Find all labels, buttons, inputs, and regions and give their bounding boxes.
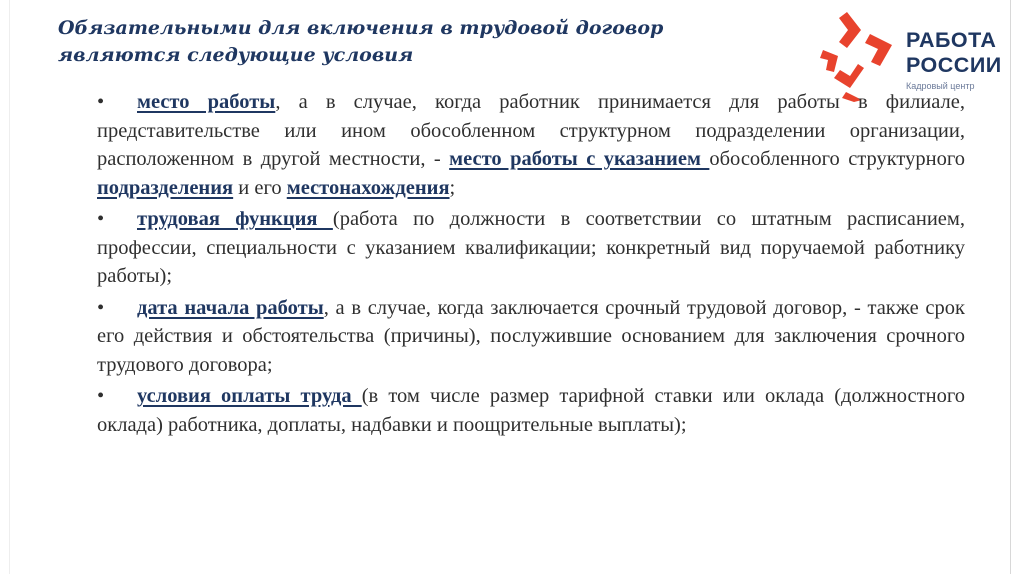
key-term: подразделения bbox=[97, 176, 234, 199]
logo-wordmark bbox=[906, 28, 1002, 78]
key-term: место работы с указанием bbox=[449, 148, 710, 170]
bullet-marker: • bbox=[97, 385, 105, 407]
key-term: местонахождения bbox=[286, 176, 450, 199]
slide-right-border bbox=[1010, 0, 1011, 574]
list-item bbox=[97, 88, 965, 202]
item-text: (в том числе размер тарифной ставки или оклада (должностного оклада) работника, доплаты, надбавки и поощрительные выплаты); bbox=[97, 385, 965, 436]
item-text: , а в случае, когда заключается срочный трудовой договор, - также срок его действия и обстоятельства (причины), послужившие основанием для заключения срочного трудового договора; bbox=[97, 296, 965, 376]
slide-left-border bbox=[9, 0, 10, 574]
conditions-list bbox=[97, 88, 965, 442]
title-line-1: Обязательными для включения в трудовой договор bbox=[58, 17, 664, 39]
item-text: обособленного структурного bbox=[709, 148, 965, 170]
item-text: и его bbox=[233, 176, 287, 199]
key-term: место работы bbox=[137, 91, 276, 113]
slide-title bbox=[58, 15, 778, 69]
logo-subtitle: Кадровый центр bbox=[906, 81, 975, 91]
list-item bbox=[97, 382, 965, 439]
logo-line-2: РОССИИ bbox=[906, 53, 1002, 77]
item-text: , а в случае, когда работник принимается для работы в филиале, представительстве или ином обособленном структурном подразделении организации, расположенном в другой местности, - bbox=[97, 91, 965, 170]
title-line-2: являются следующие условия bbox=[58, 44, 414, 66]
logo-line-1: РАБОТА bbox=[906, 28, 997, 52]
key-term: трудовая функция bbox=[137, 208, 333, 230]
bullet-marker: • bbox=[97, 91, 105, 113]
item-text: (работа по должности в соответствии со штатным расписанием, профессии, специальности с указанием квалификации; конкретный вид поручаемой работнику работы); bbox=[97, 208, 965, 287]
key-term: условия оплаты труда bbox=[137, 385, 362, 407]
bullet-marker: • bbox=[97, 296, 105, 319]
key-term: дата начала работы bbox=[137, 296, 324, 319]
list-item bbox=[97, 205, 965, 291]
bullet-marker: • bbox=[97, 208, 105, 230]
item-text: ; bbox=[449, 176, 456, 199]
list-item bbox=[97, 294, 965, 380]
